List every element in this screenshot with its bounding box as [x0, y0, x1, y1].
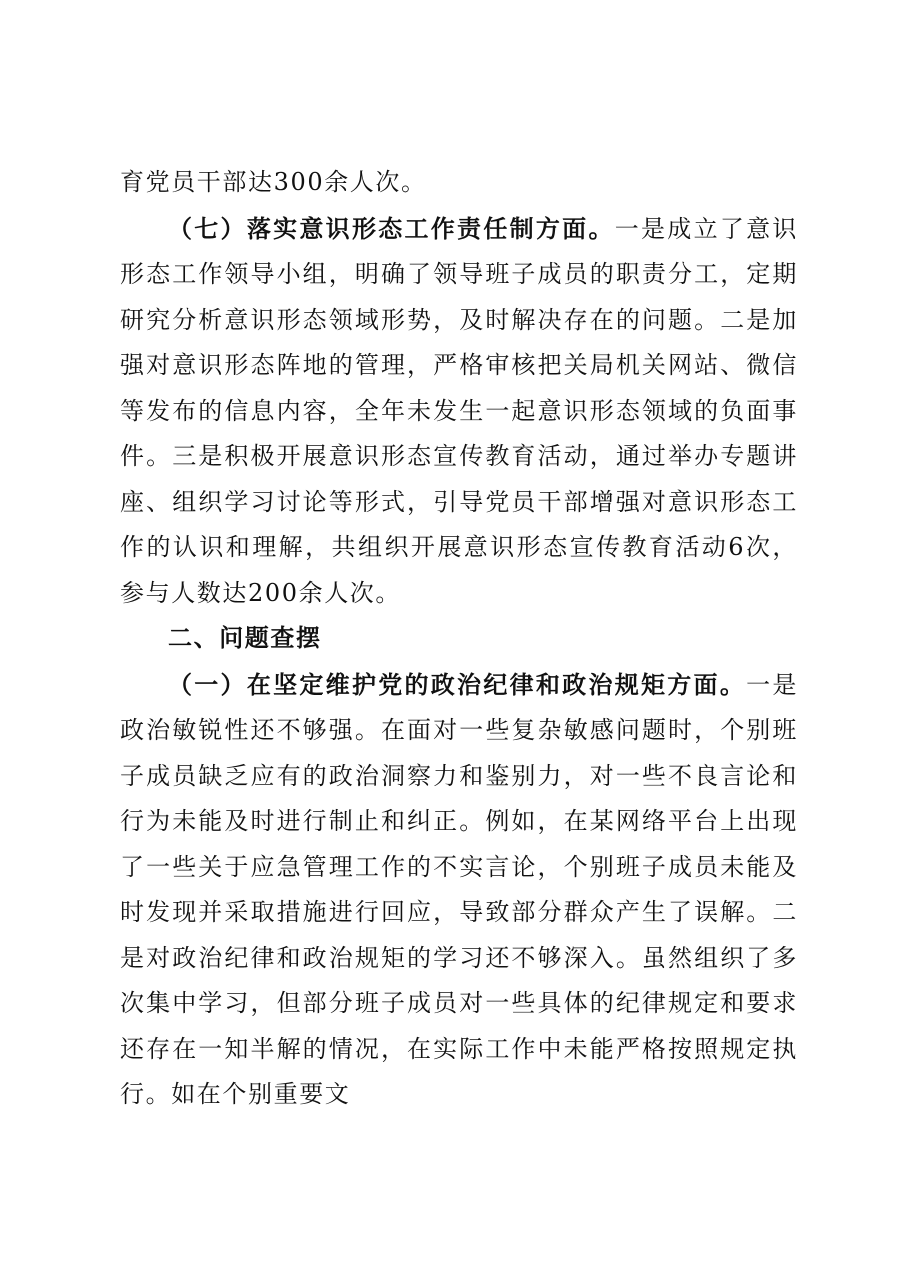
paragraph-lead: （一）在坚定维护党的政治纪律和政治规矩方面。	[168, 669, 747, 699]
paragraph-political-discipline	[120, 662, 798, 1118]
paragraph-continuation	[120, 160, 798, 206]
paragraph-text: 育党员干部达300余人次。	[120, 168, 427, 196]
paragraph-text: 一是成立了意识形态工作领导小组，明确了领导班子成员的职责分工，定期研究分析意识形态领域形势，及时解决存在的问题。二是加强对意识形态阵地的管理，严格审核把关局机关网站、微信等发布的信息内容，全年未发生一起意识形态领域的负面事件。三是积极开展意识形态宣传教育活动，通过举办专题讲座、组织学习讨论等形式，引导党员干部增强对意识形态工作的认识和理解，共组织开展意识形态宣传教育活动6次，参与人数达200余人次。	[120, 214, 799, 607]
paragraph-text: 一是政治敏锐性还不够强。在面对一些复杂敏感问题时，个别班子成员缺乏应有的政治洞察力和鉴别力，对一些不良言论和行为未能及时进行制止和纠正。例如，在某网络平台上出现了一些关于应急管理工作的不实言论，个别班子成员未能及时发现并采取措施进行回应，导致部分群众产生了误解。二是对政治纪律和政治规矩的学习还不够深入。虽然组织了多次集中学习，但部分班子成员对一些具体的纪律规定和要求还存在一知半解的情况，在实际工作中未能严格按照规定执行。如在个别重要文	[120, 670, 799, 1108]
paragraph-lead: （七）落实意识形态工作责任制方面。	[168, 213, 615, 243]
paragraph-ideology-responsibility	[120, 206, 798, 617]
document-body	[120, 160, 798, 1118]
section-heading: 二、问题查摆	[168, 624, 322, 652]
